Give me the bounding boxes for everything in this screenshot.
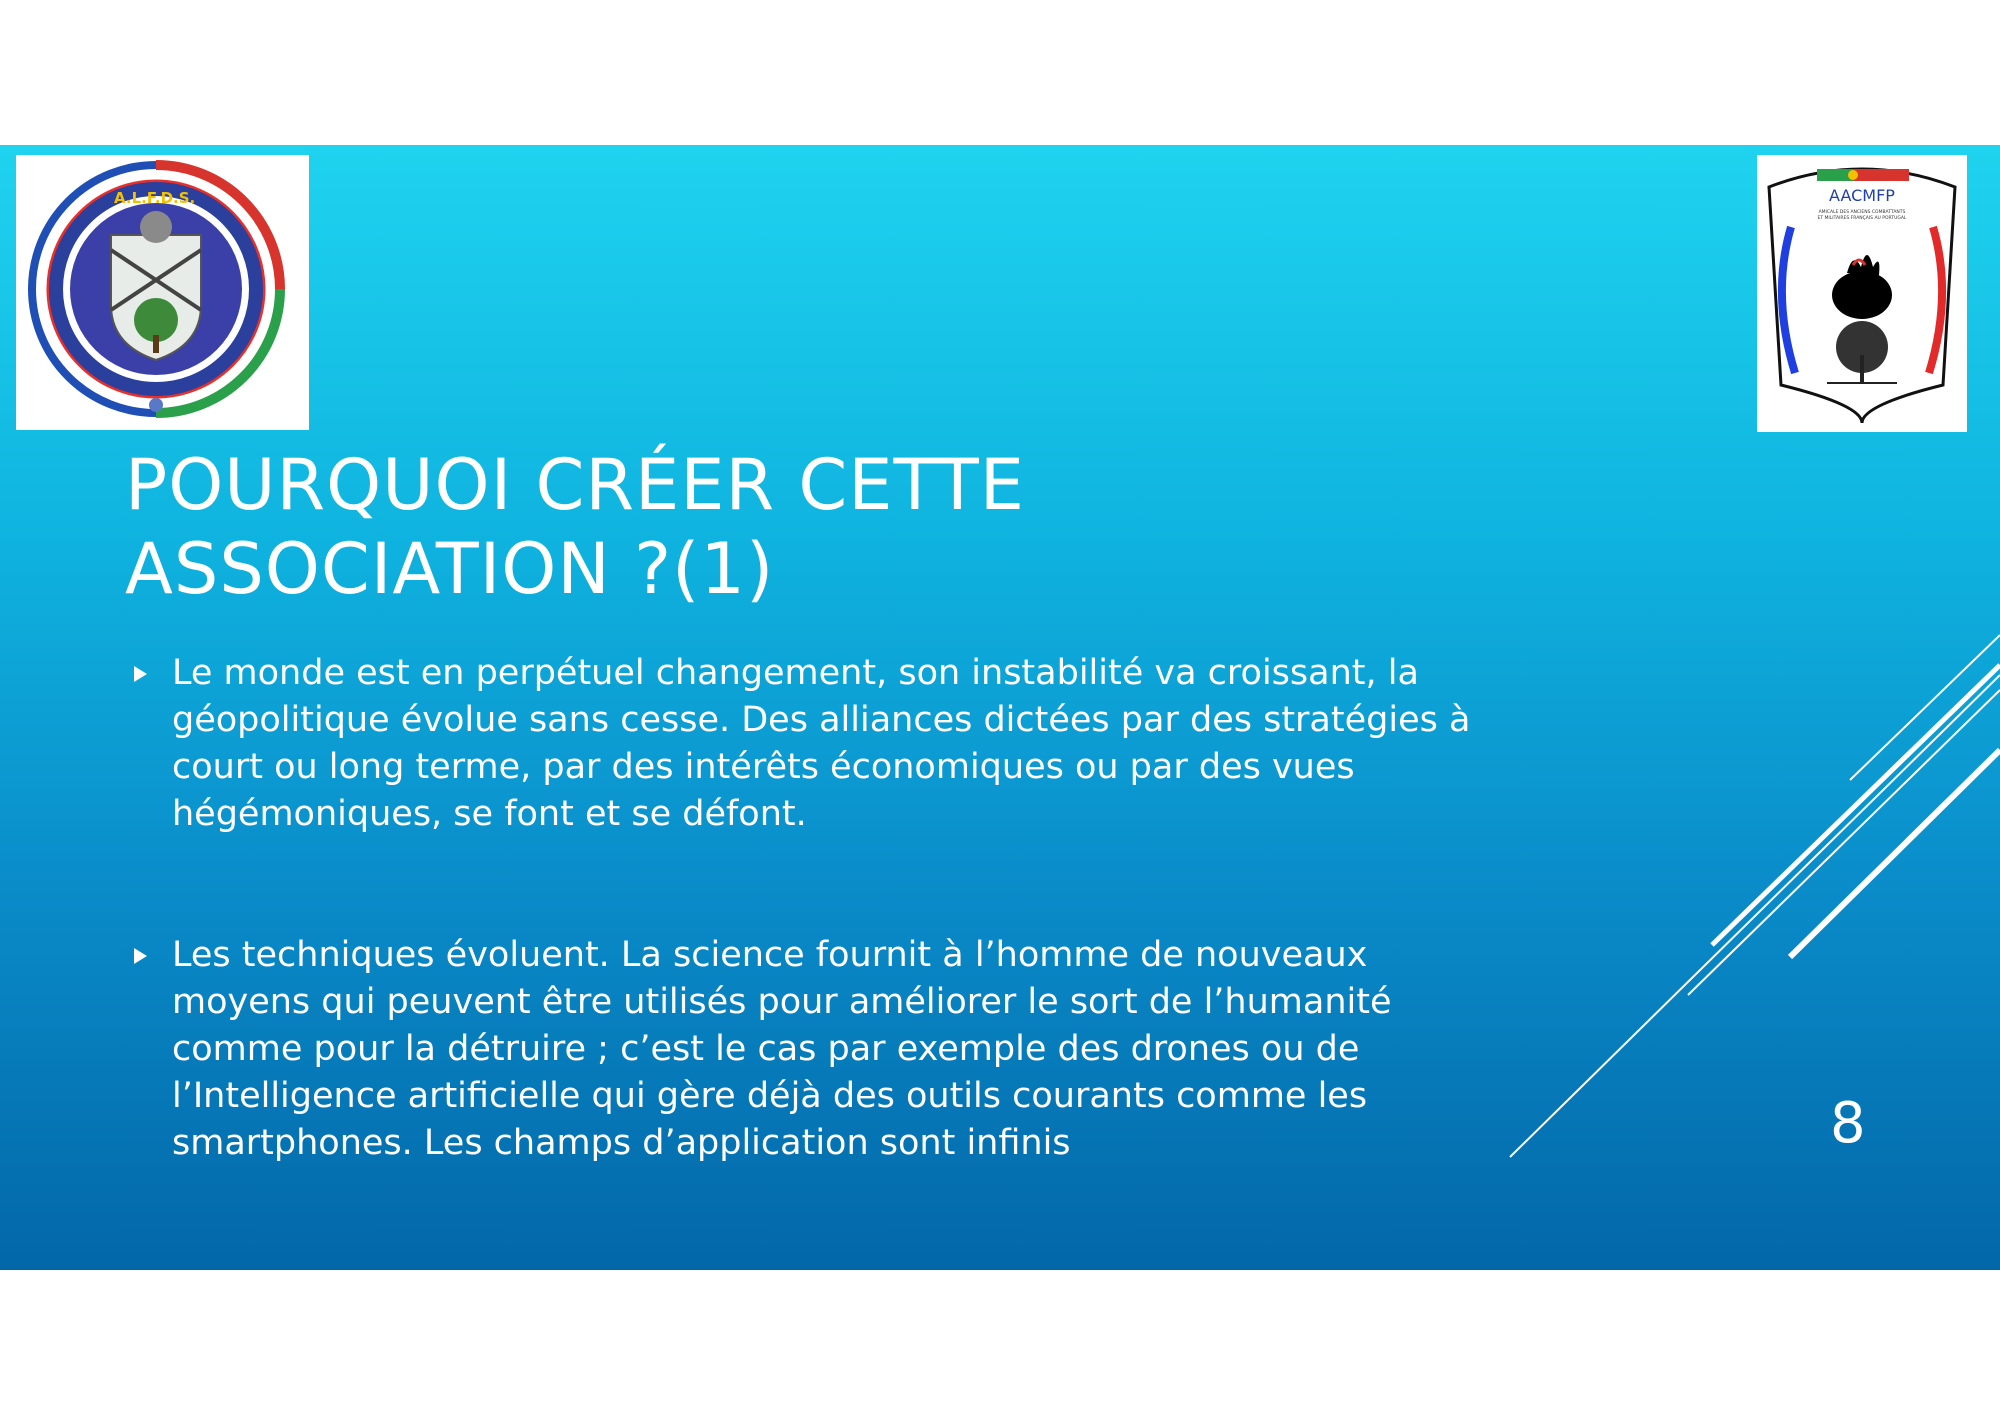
deco-line-1 [1850,635,2000,780]
triangle-bullet-icon [134,948,147,964]
slide-title [125,443,1025,611]
triangle-bullet-icon [134,666,147,682]
svg-text:A.L.F.D.S.: A.L.F.D.S. [114,189,196,207]
aacmfp-shield-icon [1757,155,1967,432]
svg-text:AACMFP: AACMFP [1829,186,1895,205]
bullet-list [125,650,1505,1167]
aacmfp-logo [1757,155,1967,432]
alfds-logo [16,155,309,430]
deco-line-5 [1510,675,2000,1157]
svg-text:ET MILITAIRES FRANÇAIS AU PORT: ET MILITAIRES FRANÇAIS AU PORTUGAL [1817,216,1907,221]
title-line-2: ASSOCIATION ?(1) [125,528,775,610]
slide [0,145,2000,1270]
bullet-text: Les techniques évoluent. La science fournit à l’homme de nouveaux moyens qui peuvent être utilisés pour améliorer le sort de l’humanité comme pour la détruire ; c’est le cas par exemple des drones ou de l’Intelligence artificielle qui gère déjà des outils courants comme les smartphones. Les champs d’application sont infinis [172,935,1392,1163]
svg-text:AMICALE DES ANCIENS COMBATTANT: AMICALE DES ANCIENS COMBATTANTS [1818,210,1906,215]
alfds-emblem-icon [16,155,309,430]
bullet-text: Le monde est en perpétuel changement, son instabilité va croissant, la géopolitique évolue sans cesse. Des alliances dictées par des stratégies à court ou long terme, par des intérêts économiques ou par des vues hégémoniques, se font et se défont. [172,653,1471,834]
deco-line-4 [1688,690,2000,995]
title-line-1: POURQUOI CRÉER CETTE [125,444,1025,526]
bullet-item [125,932,1505,1167]
deco-line-2 [1712,665,2000,945]
deco-line-3 [1790,750,2000,957]
bullet-item [125,650,1505,838]
page-number: 8 [1830,1091,1866,1156]
